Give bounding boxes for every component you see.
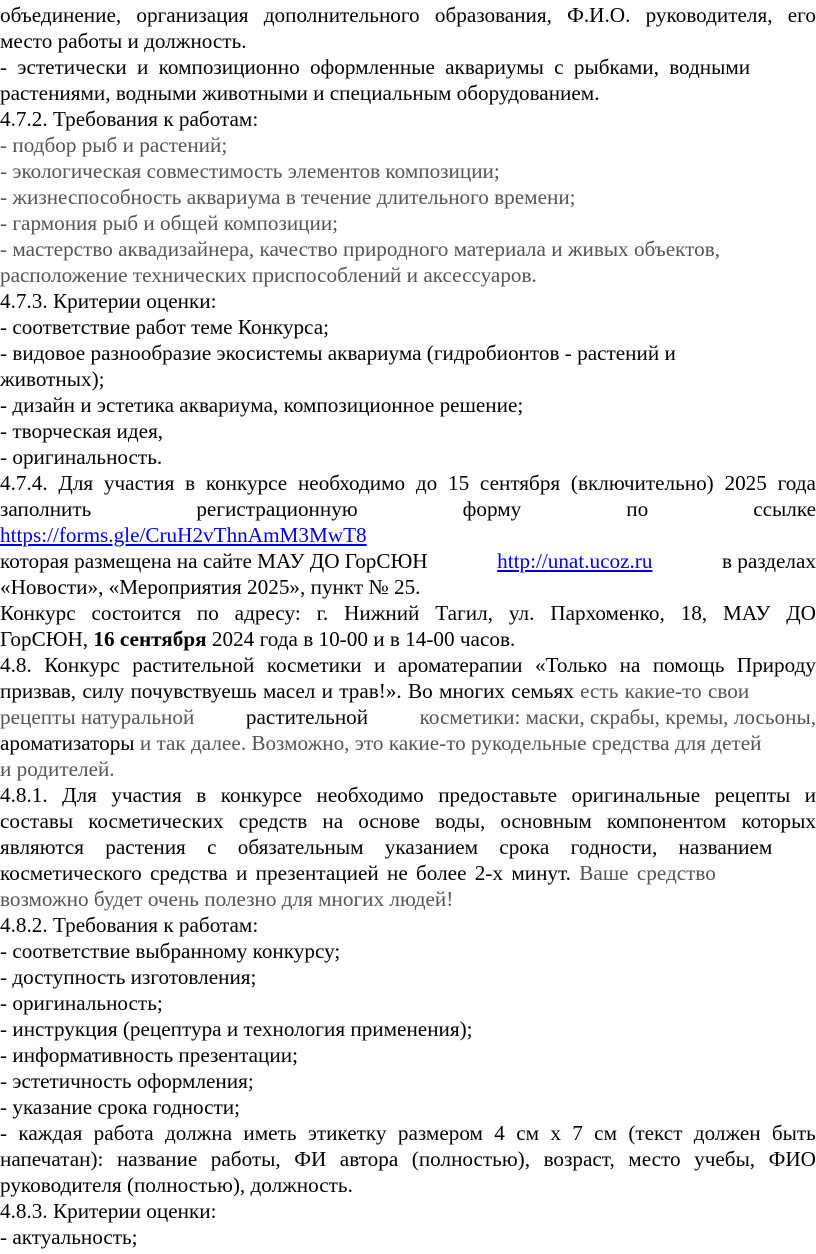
line-word: образования, [434,3,552,27]
line-text: место работы и должность. [0,29,247,53]
line-word: по [626,497,649,521]
text-line [0,626,816,652]
line-text: рецепты натуральной [0,705,195,729]
list-item [0,418,816,444]
text-line [0,548,816,574]
line-word: Нижний [344,601,420,625]
line-text: возможно будет очень полезно для многих людей! [0,887,454,911]
line-word: 7 [572,1121,583,1145]
line-word: название [116,1147,198,1171]
line-word: работа [93,1121,154,1145]
list-item [0,964,816,990]
list-item [0,1120,816,1146]
line-word: которых [741,809,816,833]
line-text: в разделах [721,549,816,573]
line-word: автора [339,1147,399,1171]
line-word: Тагил, [435,601,493,625]
line-word: по [196,601,219,625]
line-text: - мастерство аквадизайнера, качество природного материала и живых объектов, [0,237,721,261]
line-text: 4.8.2. Требования к работам: [0,913,259,937]
text-line [0,54,816,80]
line-text: руководителя (полностью), должность. [0,1173,353,1197]
line-word: ДО [786,601,816,625]
line-text: - гармония рыб и общей композиции; [0,211,339,235]
line-word: (полностью), [411,1147,531,1171]
line-word: 4.8.1. [0,783,48,807]
text-line [0,860,816,886]
line-word: заполнить [0,497,92,521]
text-line [0,704,816,730]
line-word: сентября [479,471,561,495]
line-text: - экологическая совместимость элементов композиции; [0,159,500,183]
website-link[interactable]: http://unat.ucoz.ru [497,549,653,573]
line-word: этикетку [307,1121,387,1145]
line-text: - жизнеспособность аквариума в течение длительного времени; [0,185,576,209]
text-line [0,522,816,548]
line-word: см [516,1121,539,1145]
line-word: быть [771,1121,816,1145]
line-word: руководителя, [645,3,773,27]
line-text: животных); [0,367,105,391]
line-word: конкурсе [205,471,288,495]
list-item [0,366,816,392]
line-text: - эстетичность оформления; [0,1069,254,1093]
line-word: рецепты [714,783,791,807]
line-word: должна [165,1121,233,1145]
text-line [0,600,816,626]
line-text: - соответствие работ теме Конкурса; [0,315,329,339]
line-text: 2024 года в 10-00 и в 14-00 часов. [211,627,516,651]
line-word: года [777,471,816,495]
text-line [0,808,816,834]
line-word: форму [462,497,522,521]
list-item [0,1042,816,1068]
line-word: предоставьте [438,783,558,807]
line-text: - оригинальность; [0,991,163,1015]
list-item [0,444,816,470]
line-word: растительной [132,653,255,677]
line-word: «Только [534,653,608,677]
line-text: и родителей. [0,757,115,781]
line-word: адресу: [234,601,301,625]
line-word: (включительно) [570,471,714,495]
line-text: 4.7.2. Требования к работам: [0,107,259,131]
line-word: ФИО [768,1147,816,1171]
line-word: объединение, [0,3,122,27]
line-text: которая размещена на сайте МАУ ДО ГорСЮН [0,549,428,573]
line-text: и так далее. Возможно, это какие-то рукодельные средства для детей [139,731,762,755]
line-word: Конкурс [0,601,76,625]
line-word: должен [693,1121,761,1145]
line-text: косметики: маски, скрабы, кремы, лосьоны, [419,705,816,729]
line-text: - указание срока годности; [0,1095,241,1119]
line-text: «Новости», «Мероприятия 2025», пункт № 25. [0,575,421,599]
line-word: 4 [494,1121,505,1145]
line-word: компонентом [606,809,727,833]
list-item [0,158,816,184]
line-word: его [787,3,816,27]
line-word: 15 [448,471,470,495]
event-date: 16 сентября [93,627,207,651]
text-line [0,1146,816,1172]
line-word: Пархоменко, [550,601,665,625]
line-word: помощь [652,653,725,677]
text-line [0,782,816,808]
line-word: и [804,783,816,807]
text-line [0,756,816,782]
line-word: работы, [210,1147,281,1171]
line-word: х [550,1121,561,1145]
line-word: составы [0,809,74,833]
text-line [0,1172,816,1198]
line-text: ароматизаторы [0,731,135,755]
section-heading [0,912,816,938]
line-word: организация [136,3,249,27]
line-text: - соответствие выбранному конкурсу; [0,939,341,963]
line-text: - инструкция (рецептура и технология применения); [0,1017,473,1041]
line-text: являются растения с обязательным указанием срока годности, названием [0,835,773,859]
text-line [0,28,816,54]
line-word: ул. [508,601,535,625]
text-line [0,678,816,704]
line-text: - творческая идея, [0,419,164,443]
section-heading [0,288,816,314]
line-word: МАУ [723,601,771,625]
line-word: ФИ [294,1147,327,1171]
line-word: в [196,783,207,807]
line-word: г. [316,601,329,625]
line-word: на [322,809,344,833]
line-word: 2025 [724,471,767,495]
list-item [0,184,816,210]
line-word: необходимо [316,783,424,807]
line-text: - доступность изготовления; [0,965,257,989]
line-text: расположение технических приспособлений и аксессуаров. [0,263,537,287]
list-item [0,1094,816,1120]
line-word: участия [103,471,175,495]
line-word: учебы, [694,1147,756,1171]
line-text: - информативность презентации; [0,1043,298,1067]
line-text: ГорСЮН, [0,627,89,651]
line-text: - подбор рыб и растений; [0,133,228,157]
line-word: в [185,471,196,495]
registration-form-link[interactable]: https://forms.gle/CruH2vThnAmM3MwT8 [0,523,367,547]
list-item [0,990,816,1016]
section-heading [0,1198,816,1224]
line-word: ароматерапии [397,653,523,677]
line-word: до [415,471,438,495]
line-word: оригинальные [571,783,701,807]
line-word: каждая [18,1121,83,1145]
line-text: косметического средства и презентацией не более 2-х минут. [0,861,571,885]
line-word: ссылке [753,497,816,521]
line-word: Для [62,783,97,807]
line-text: 4.8.3. Критерии оценки: [0,1199,217,1223]
line-text: Ваше средство [579,861,716,885]
list-item [0,938,816,964]
list-item [0,1224,816,1250]
list-item [0,1068,816,1094]
line-text: - видовое разнообразие экосистемы аквариума (гидробионтов - растений и [0,341,676,365]
list-item [0,210,816,236]
line-word: размером [397,1121,483,1145]
line-text: растительной [245,705,369,729]
line-text: 4.7.3. Критерии оценки: [0,289,217,313]
line-word: Ф.И.О. [567,3,631,27]
list-item [0,132,816,158]
line-word: Природу [736,653,816,677]
text-line [0,886,816,912]
line-text: - актуальность; [0,1225,138,1249]
line-word: 4.8. [0,653,32,677]
text-line [0,496,816,522]
line-word: состоится [91,601,181,625]
line-word: дополнительного [263,3,420,27]
line-word: место [628,1147,681,1171]
list-item [0,236,816,262]
line-word: возраст, [543,1147,615,1171]
list-item [0,340,816,366]
line-text: призвав, силу почувствуешь масел и трав!». Во многих семьях [0,679,574,703]
list-item [0,314,816,340]
line-word: основе [358,809,420,833]
line-text: растениями, водными животными и специальным оборудованием. [0,81,600,105]
line-word: Конкурс [44,653,120,677]
line-word: средств [238,809,308,833]
line-word: косметических [88,809,224,833]
text-line [0,730,816,756]
line-word: основным [500,809,592,833]
line-word: косметики [266,653,362,677]
line-text: - оригинальность. [0,445,163,469]
text-line [0,80,816,106]
line-text: - эстетически и композиционно оформленные аквариумы с рыбками, водными [0,55,751,79]
line-word: (текст [628,1121,683,1145]
list-item [0,392,816,418]
text-line [0,470,816,496]
line-word: конкурсе [220,783,303,807]
list-item [0,262,816,288]
line-word: и [374,653,386,677]
line-word: - [0,1121,8,1145]
line-word: регистрационную [196,497,358,521]
text-line [0,574,816,600]
line-word: 18, [680,601,708,625]
line-word: воды, [435,809,486,833]
text-line [0,834,816,860]
line-text: - дизайн и эстетика аквариума, композиционное решение; [0,393,524,417]
line-word: 4.7.4. [0,471,48,495]
line-word: необходимо [297,471,406,495]
section-heading [0,652,816,678]
line-word: см [594,1121,617,1145]
line-word: иметь [243,1121,297,1145]
line-word: Для [58,471,94,495]
line-word: напечатан): [0,1147,104,1171]
line-word: на [619,653,641,677]
line-word: участия [111,783,182,807]
section-heading [0,106,816,132]
line-text: есть какие-то свои [580,679,750,703]
list-item [0,1016,816,1042]
text-line [0,2,816,28]
